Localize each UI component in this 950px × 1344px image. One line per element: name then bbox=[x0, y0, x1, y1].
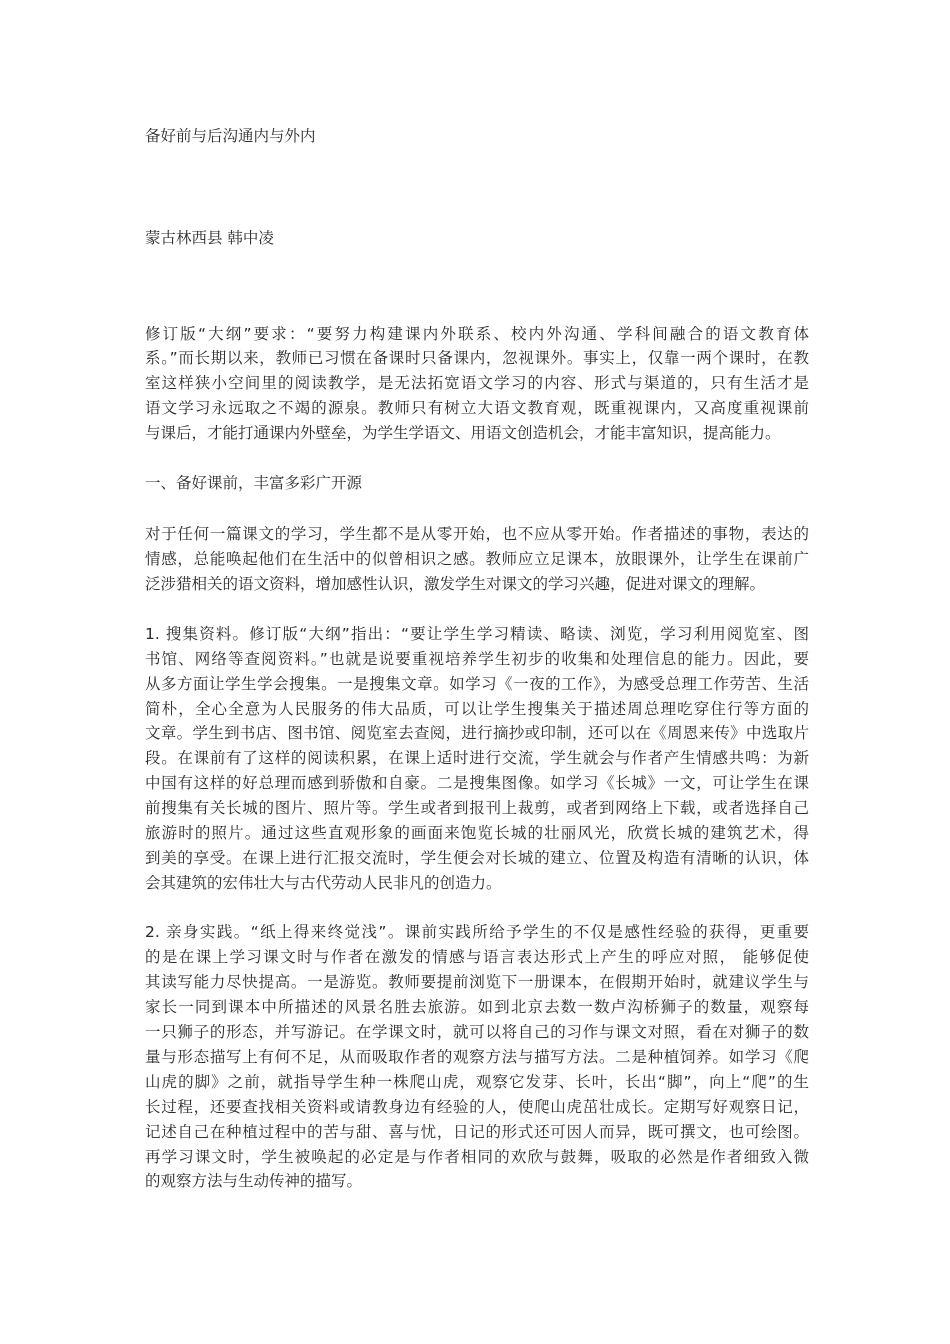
paragraph-line: 从多方面让学生学会搜集。一是搜集文章。如学习《一夜的工作》，为感受总理工作劳苦、生活 bbox=[145, 675, 809, 693]
paragraph-line: 一只狮子的形态，并写游记。在学课文时，就可以将自己的习作与课文对照，看在对狮子的数 bbox=[145, 1023, 809, 1041]
document-title: 备好前与后沟通内与外内 bbox=[145, 127, 316, 145]
intro-line: 语文学习永远取之不竭的源泉。教师只有树立大语文教育观，既重视课内，又高度重视课前 bbox=[145, 399, 809, 417]
paragraph-line: 长过程，还要查找相关资料或请教身边有经验的人，使爬山虎茁壮成长。定期写好观察日记， bbox=[145, 1098, 809, 1116]
paragraph-line: 山虎的脚》之前，就指导学生种一株爬山虎，观察它发芽、长叶，长出“脚”，向上“爬”的生 bbox=[145, 1073, 809, 1091]
paragraph-line: 的观察方法与生动传神的描写。 bbox=[145, 1172, 363, 1190]
paragraph-line: 段。在课前有了这样的阅读积累，在课上适时进行交流，学生就会与作者产生情感共鸣：为新 bbox=[145, 749, 809, 767]
paragraph-line: 记述自己在种植过程中的苦与甜、喜与忧，日记的形式还可因人而异，既可撰文，也可绘图。 bbox=[145, 1123, 809, 1141]
paragraph-line: 旅游时的照片。通过这些直观形象的画面来饱览长城的壮丽风光，欣赏长城的建筑艺术，得 bbox=[145, 824, 809, 842]
paragraph-line: 2. 亲身实践。“纸上得来终觉浅”。课前实践所给予学生的不仅是感性经验的获得，更重要 bbox=[145, 923, 809, 941]
paragraph-line: 到美的享受。在课上进行汇报交流时，学生便会对长城的建立、位置及构造有清晰的认识，体 bbox=[145, 849, 809, 867]
paragraph-line: 其读写能力尽快提高。一是游览。教师要提前浏览下一册课本，在假期开始时，就建议学生与 bbox=[145, 973, 809, 991]
paragraph-line: 家长一同到课本中所描述的风景名胜去旅游。如到北京去数一数卢沟桥狮子的数量，观察每 bbox=[145, 998, 809, 1016]
section-heading: 一、备好课前，丰富多彩广开源 bbox=[145, 474, 363, 492]
author-line: 蒙古林西县 韩中凌 bbox=[145, 229, 274, 247]
paragraph-line: 1. 搜集资料。修订版“大纲”指出：“要让学生学习精读、略读、浏览，学习利用阅览室、图 bbox=[145, 625, 809, 643]
intro-line: 与课后，才能打通课内外壁垒，为学生学语文、用语文创造机会，才能丰富知识，提高能力。 bbox=[145, 424, 781, 442]
paragraph-line: 文章。学生到书店、图书馆、阅览室去查阅，进行摘抄或印制，还可以在《周恩来传》中选取片 bbox=[145, 724, 809, 742]
paragraph-line: 书馆、网络等查阅资料。”也就是说要重视培养学生初步的收集和处理信息的能力。因此，要 bbox=[145, 650, 809, 668]
intro-line: 系。”而长期以来，教师已习惯在备课时只备课内，忽视课外。事实上，仅靠一两个课时，在教 bbox=[145, 349, 809, 367]
paragraph-line: 前搜集有关长城的图片、照片等。学生或者到报刊上裁剪，或者到网络上下载，或者选择自己 bbox=[145, 799, 809, 817]
paragraph-line: 情感，总能唤起他们在生活中的似曾相识之感。教师应立足课本，放眼课外，让学生在课前广 bbox=[145, 550, 809, 568]
intro-line: 室这样狭小空间里的阅读教学，是无法拓宽语文学习的内容、形式与渠道的，只有生活才是 bbox=[145, 374, 809, 392]
paragraph-line: 对于任何一篇课文的学习，学生都不是从零开始，也不应从零开始。作者描述的事物，表达的 bbox=[145, 525, 809, 543]
intro-line: 修订版“大纲”要求：“要努力构建课内外联系、校内外沟通、学科间融合的语文教育体 bbox=[145, 325, 809, 343]
paragraph-line: 的是在课上学习课文时与作者在激发的情感与语言表达形式上产生的呼应对照， 能够促使 bbox=[145, 948, 809, 966]
paragraph-line: 中国有这样的好总理而感到骄傲和自豪。二是搜集图像。如学习《长城》一文，可让学生在课 bbox=[145, 774, 809, 792]
paragraph-line: 再学习课文时，学生被唤起的必定是与作者相同的欢欣与鼓舞，吸取的必然是作者细致入微 bbox=[145, 1148, 809, 1166]
paragraph-line: 量与形态描写上有何不足，从而吸取作者的观察方法与描写方法。二是种植饲养。如学习《爬 bbox=[145, 1048, 809, 1066]
paragraph-line: 泛涉猎相关的语文资料，增加感性认识，激发学生对课文的学习兴趣，促进对课文的理解。 bbox=[145, 575, 766, 593]
paragraph-line: 简朴，全心全意为人民服务的伟大品质，可以让学生搜集关于描述周总理吃穿住行等方面的 bbox=[145, 700, 809, 718]
paragraph-line: 会其建筑的宏伟壮大与古代劳动人民非凡的创造力。 bbox=[145, 874, 502, 892]
